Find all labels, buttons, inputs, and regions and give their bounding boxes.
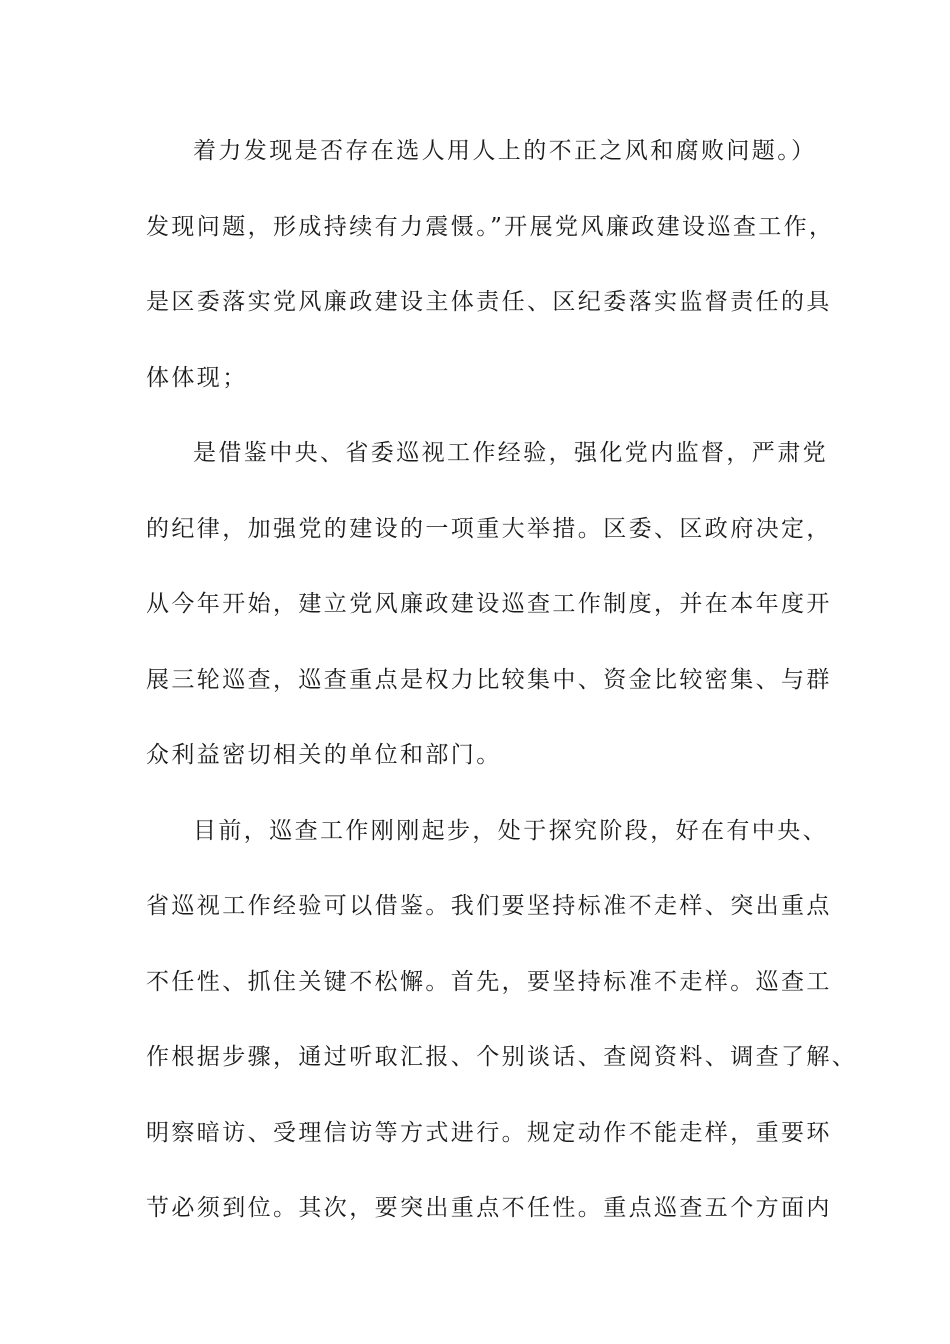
text-line: 众利益密切相关的单位和部门。	[146, 742, 502, 768]
text-line: 发现问题，形成持续有力震慑。”开展党风廉政建设巡查工作，	[146, 214, 835, 240]
text-line: 目前，巡查工作刚刚起步，处于探究阶段，好在有中央、	[193, 818, 828, 844]
text-line: 展三轮巡查，巡查重点是权力比较集中、资金比较密集、与群	[146, 667, 832, 693]
text-line: 是区委落实党风廉政建设主体责任、区纪委落实监督责任的具	[146, 289, 832, 315]
text-line: 从今年开始，建立党风廉政建设巡查工作制度，并在本年度开	[146, 591, 832, 617]
text-line: 明察暗访、受理信访等方式进行。规定动作不能走样，重要环	[146, 1120, 832, 1146]
text-line: 作根据步骤，通过听取汇报、个别谈话、查阅资料、调查了解、	[146, 1044, 858, 1070]
text-line: 着力发现是否存在选人用人上的不正之风和腐败问题。）	[193, 138, 817, 164]
text-line: 是借鉴中央、省委巡视工作经验，强化党内监督，严肃党	[193, 440, 828, 466]
text-line: 节必须到位。其次，要突出重点不任性。重点巡查五个方面内	[146, 1195, 832, 1221]
text-line: 省巡视工作经验可以借鉴。我们要坚持标准不走样、突出重点	[146, 893, 832, 919]
text-line: 不任性、抓住关键不松懈。首先，要坚持标准不走样。巡查工	[146, 969, 832, 995]
text-line: 的纪律，加强党的建设的一项重大举措。区委、区政府决定，	[146, 516, 832, 542]
text-line: 体体现；	[146, 365, 248, 391]
